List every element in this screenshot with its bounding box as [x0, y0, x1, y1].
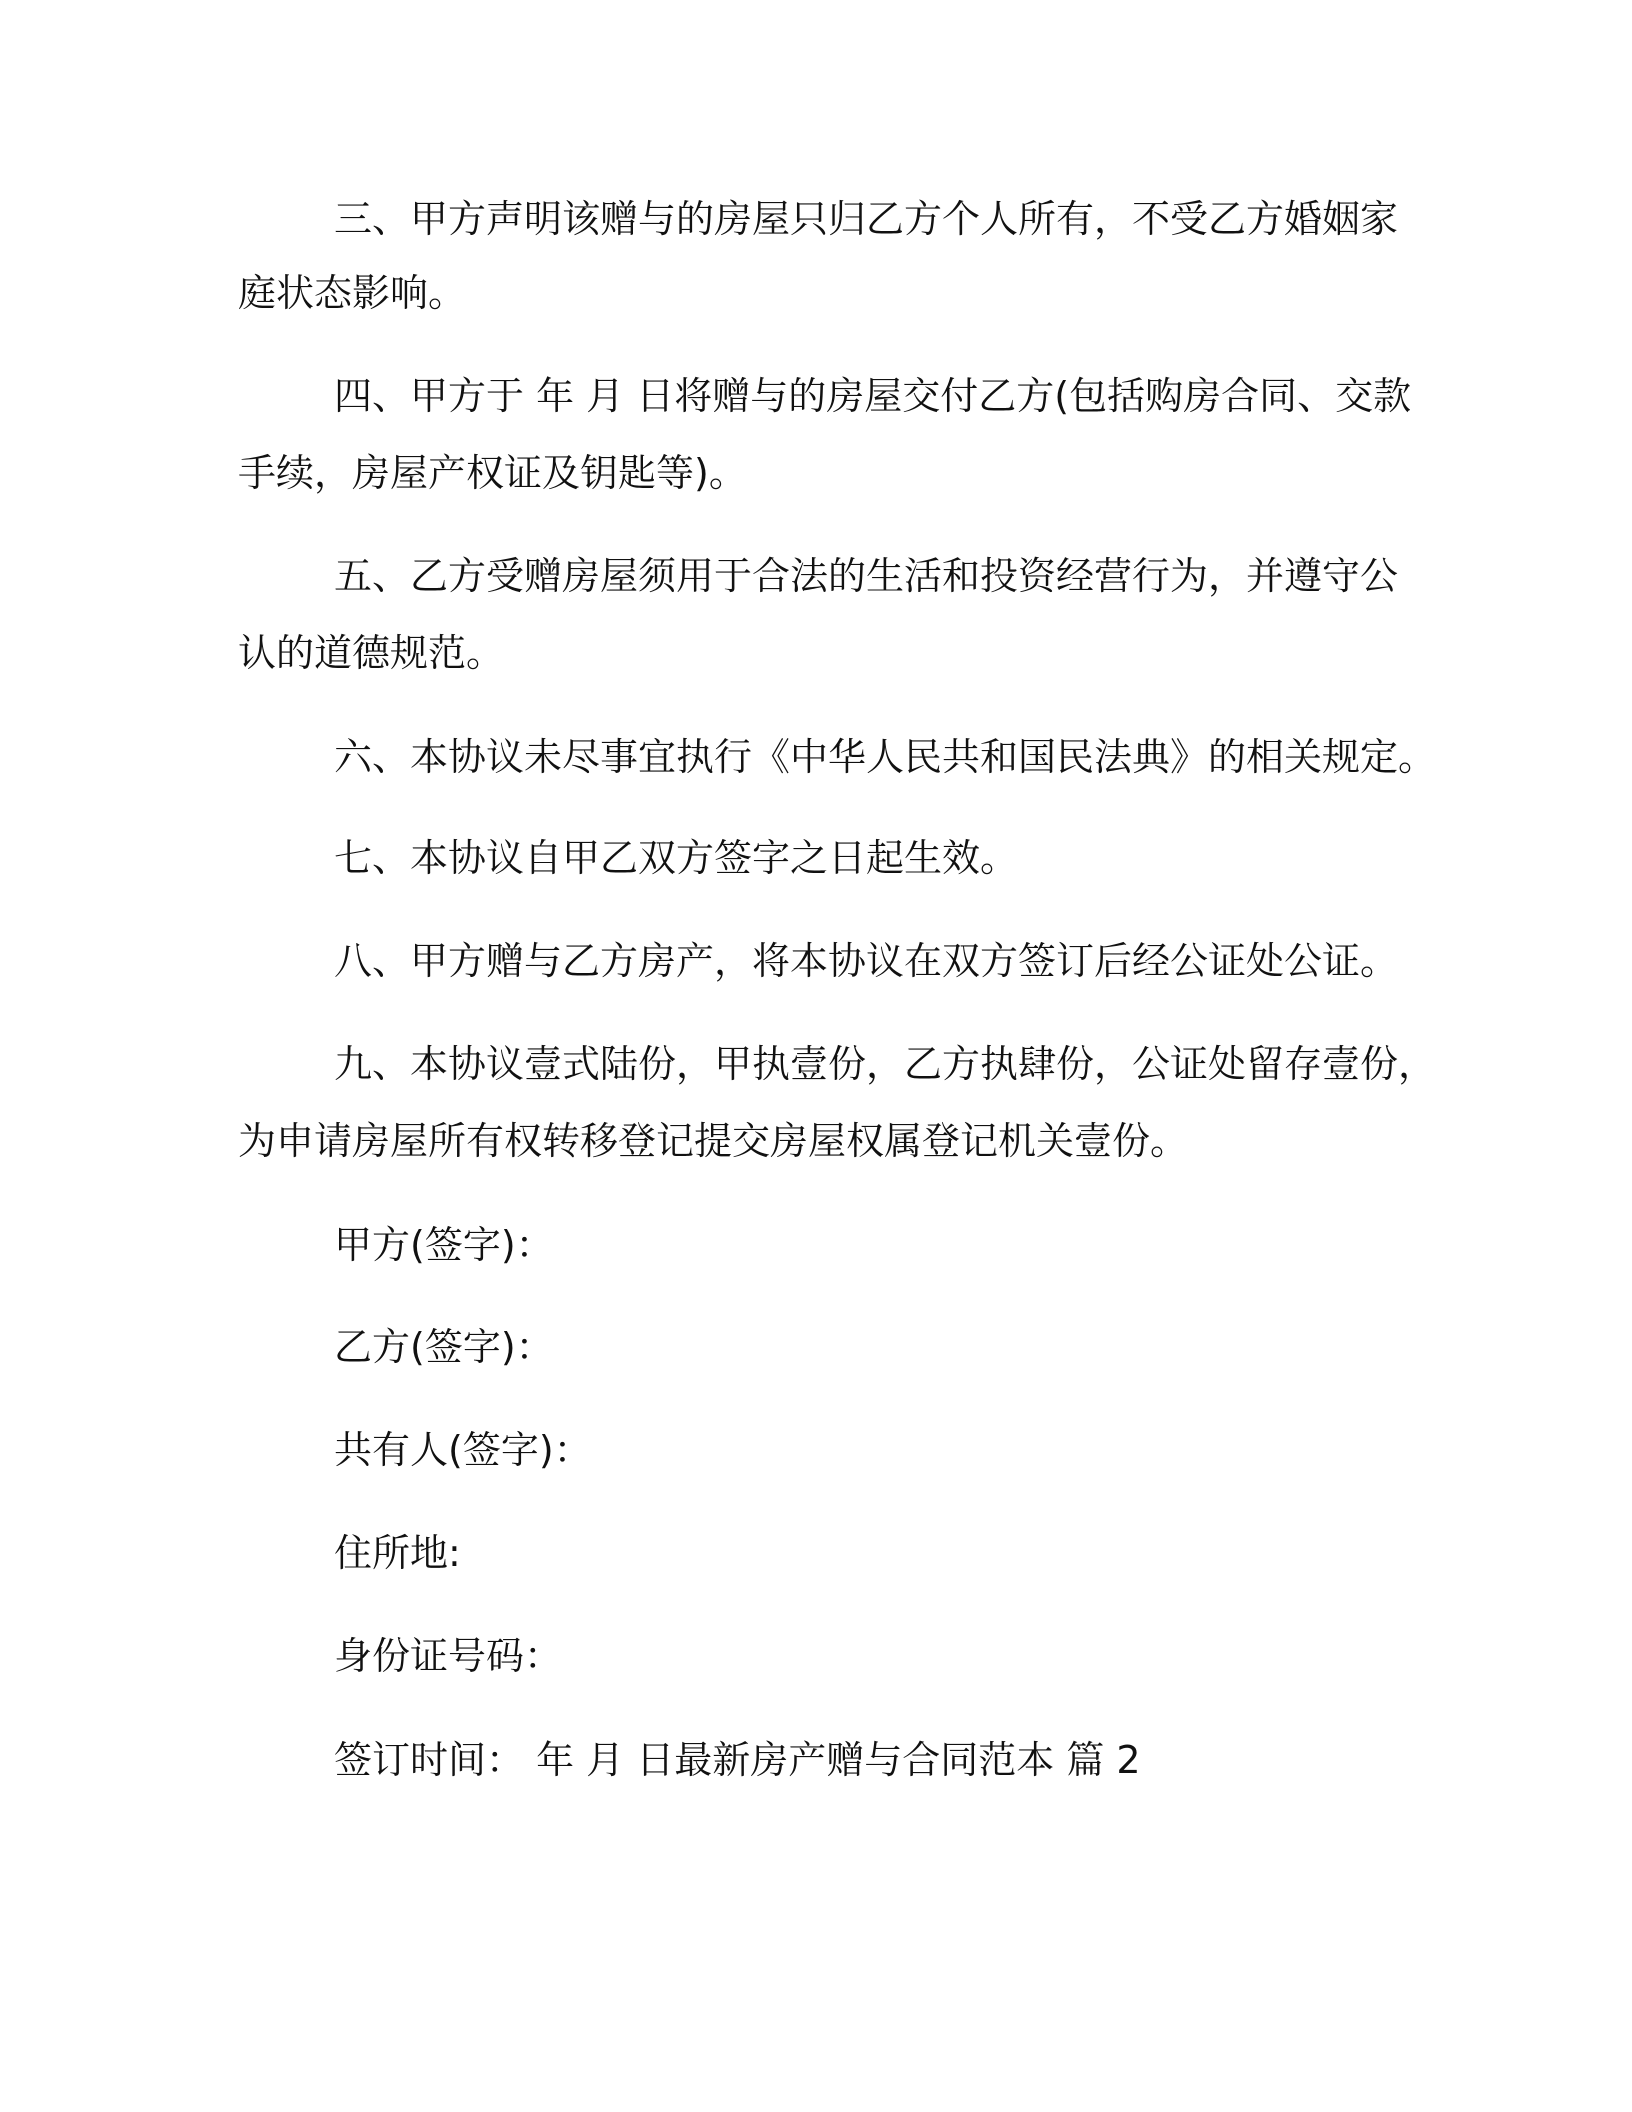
clause-9-line-2: 为申请房屋所有权转移登记提交房屋权属登记机关壹份。 — [238, 1119, 1189, 1163]
signing-time-label: 签订时间： 年 月 日最新房产赠与合同范本 篇 2 — [334, 1738, 1141, 1782]
clause-6-line-1: 六、本协议未尽事宜执行《中华人民共和国民法典》的相关规定。 — [334, 735, 1437, 779]
signature-party-a: 甲方(签字)： — [334, 1223, 554, 1267]
signature-party-b: 乙方(签字)： — [334, 1325, 554, 1369]
address-label: 住所地: — [334, 1531, 461, 1575]
id-number-label: 身份证号码： — [334, 1634, 563, 1678]
clause-3-line-1: 三、甲方声明该赠与的房屋只归乙方个人所有，不受乙方婚姻家 — [334, 197, 1399, 241]
clause-8-line-1: 八、甲方赠与乙方房产，将本协议在双方签订后经公证处公证。 — [334, 939, 1399, 983]
clause-4-line-2: 手续，房屋产权证及钥匙等)。 — [238, 451, 747, 495]
clause-7-line-1: 七、本协议自甲乙双方签字之日起生效。 — [334, 836, 1019, 880]
clause-4-line-1: 四、甲方于 年 月 日将赠与的房屋交付乙方(包括购房合同、交款 — [334, 374, 1412, 418]
clause-5-line-2: 认的道德规范。 — [238, 631, 505, 675]
signature-co-owner: 共有人(签字)： — [334, 1428, 592, 1472]
clause-5-line-1: 五、乙方受赠房屋须用于合法的生活和投资经营行为，并遵守公 — [334, 554, 1399, 598]
clause-3-line-2: 庭状态影响。 — [238, 271, 467, 315]
clause-9-line-1: 九、本协议壹式陆份，甲执壹份，乙方执肆份，公证处留存壹份， — [334, 1042, 1437, 1086]
